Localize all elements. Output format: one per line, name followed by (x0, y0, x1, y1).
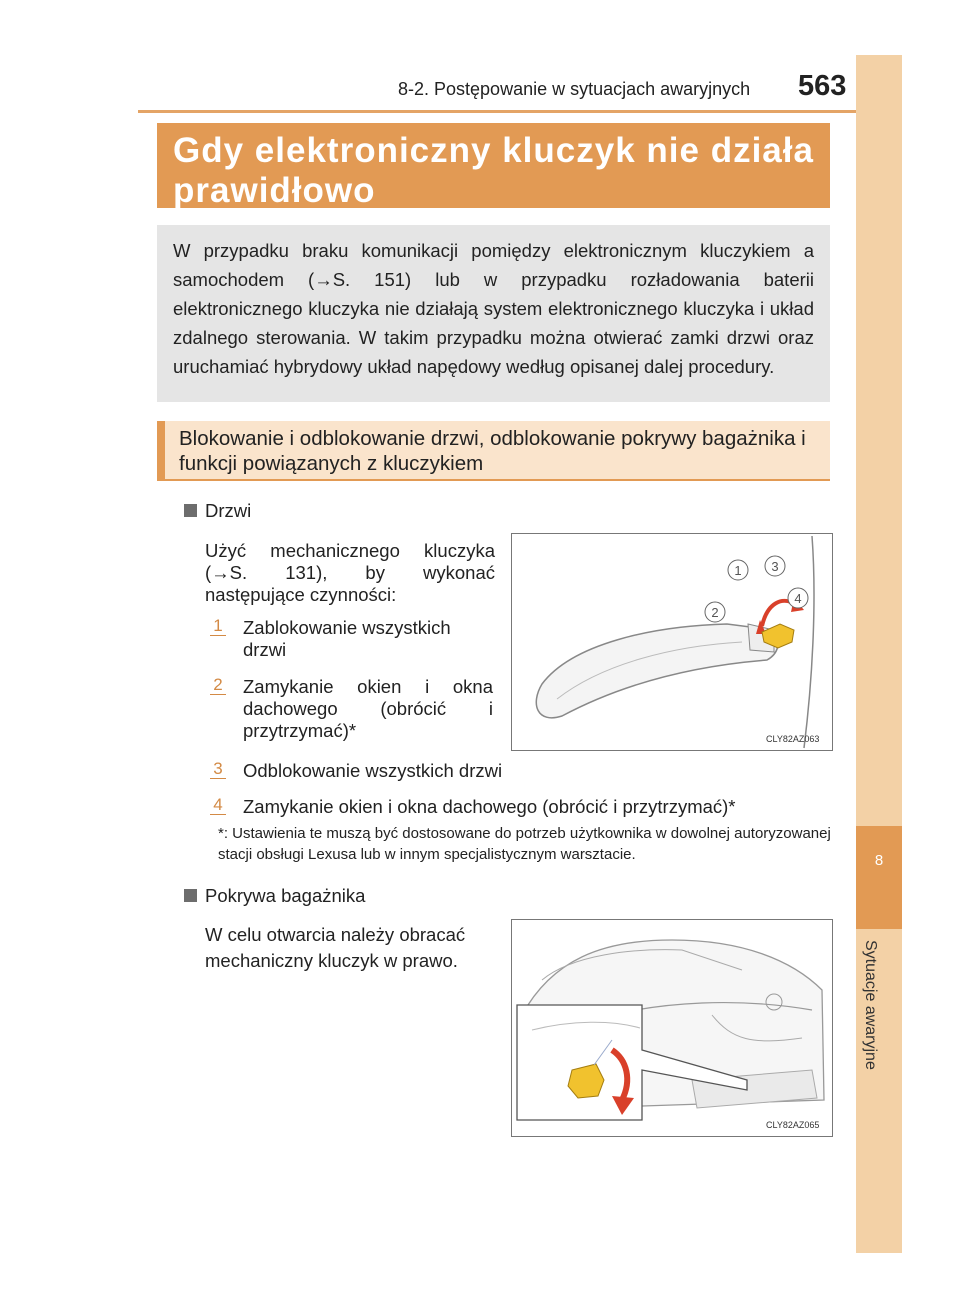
intro-box (157, 225, 830, 402)
chapter-tab (856, 826, 902, 929)
callout-2: 2 (711, 605, 719, 620)
callout-4: 4 (794, 591, 802, 606)
figure-code: CLY82AZ065 (766, 1120, 820, 1130)
step-number: 1 (210, 617, 226, 636)
doors-text: Użyć mechanicznego kluczyka (→S. 131), by wykonać następujące czynności: (205, 540, 495, 605)
step-text: Zamykanie okien i okna dachowego (obrócić i przytrzymać)* (243, 796, 736, 817)
step-text: Zamykanie okien i okna dachowego (obrócić i przytrzymać)* (243, 676, 493, 741)
callout-1: 1 (734, 563, 742, 578)
header-rule (138, 110, 856, 113)
intro-text: W przypadku braku komunikacji pomiędzy elektronicznym kluczykiem a samochodem (→S. 151) lub w przypadku rozładowania baterii elektronicznego kluczyka nie działają system elektronicznego kluczyka i układ zdalnego sterowania. W takim przypadku można otwierać zamki drzwi oraz uruchamiać hybrydowy układ napędowy według opisanej dalej procedury. (173, 240, 814, 377)
bullet-square-icon (184, 889, 197, 902)
step-number: 4 (210, 796, 226, 815)
doors-heading-text: Drzwi (205, 500, 252, 521)
footnote: *: Ustawienia te muszą być dostosowane do potrzeb użytkownika w dowolnej autoryzowanej stacji obsługi Lexusa lub w innym specjalistycznym warsztacie. (218, 825, 831, 863)
chapter-number: 8 (874, 852, 884, 869)
page-title: Gdy elektroniczny kluczyk nie działa prawidłowo (173, 131, 814, 210)
trunk-heading (184, 885, 365, 907)
section-banner (157, 421, 830, 481)
step-number: 2 (210, 676, 226, 695)
running-header: 8-2. Postępowanie w sytuacjach awaryjnych (398, 79, 751, 99)
figure-code: CLY82AZ063 (766, 734, 820, 744)
trunk-heading-text: Pokrywa bagażnika (205, 885, 366, 906)
trunk-figure (511, 919, 833, 1137)
door-handle-figure (511, 533, 833, 751)
doors-heading (184, 500, 251, 522)
page-number: 563 (798, 70, 847, 102)
step-text: Odblokowanie wszystkich drzwi (243, 760, 503, 781)
step-number: 3 (210, 760, 226, 779)
chapter-title: Sytuacje awaryjne (862, 940, 879, 1070)
trunk-text: W celu otwarcia należy obracać mechaniczny kluczyk w prawo. (205, 924, 466, 971)
bullet-square-icon (184, 504, 197, 517)
step-text: Zablokowanie wszystkich drzwi (243, 617, 451, 660)
chapter-sidebar (856, 55, 902, 1253)
title-banner (157, 123, 830, 208)
callout-3: 3 (771, 559, 779, 574)
section-heading: Blokowanie i odblokowanie drzwi, odblokowanie pokrywy bagażnika i funkcji powiązanych z kluczykiem (179, 427, 806, 475)
